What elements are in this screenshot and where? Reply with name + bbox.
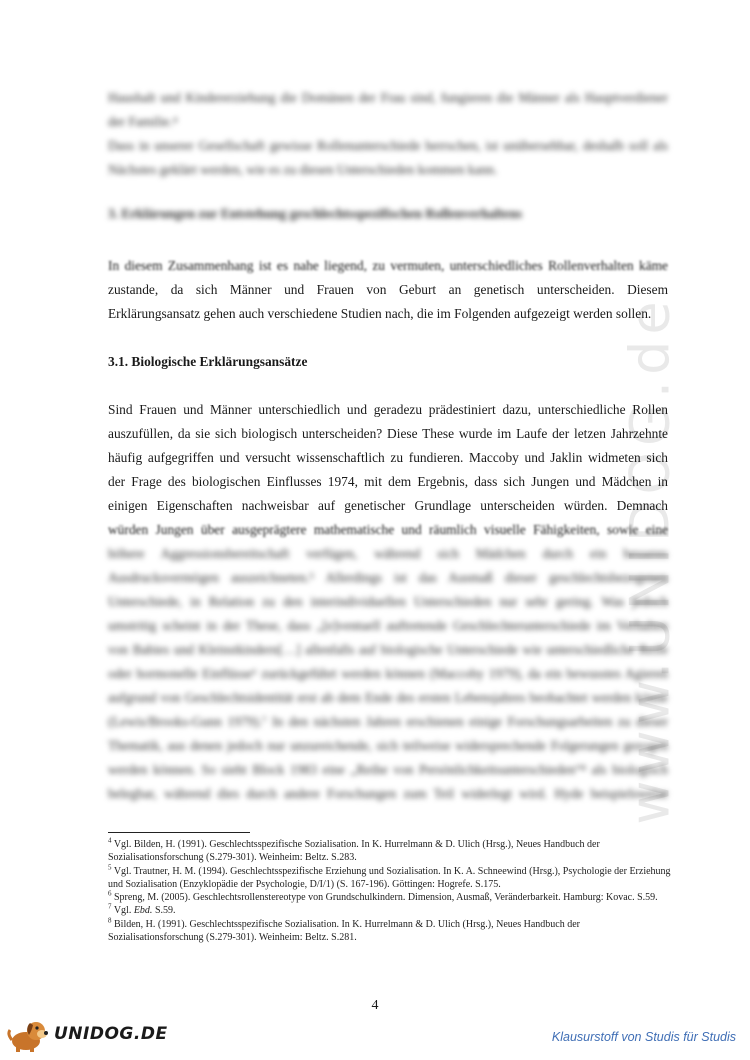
footnote-5: [108, 865, 678, 892]
footnote-text: Spreng, M. (2005). Geschlechtsrollenstereotype von Grundschulkindern. Dimension, Ausmaß, Veränderbarkeit. Hamburg: Kovac. S.59.: [114, 892, 658, 904]
unidog-logo: [6, 1018, 168, 1052]
footnote-text: Vgl. Trautner, H. M. (1994). Geschlechtsspezifische Erziehung und Sozialisation. In K. A. Schneewind (Hrsg.), Psychologie der Erziehung und Sozialisation (Enzyklopädie der Psychologie, D/I/1) (S. 167-196). Göttingen: Hogrefe. S.175.: [108, 865, 671, 890]
text-line: In diesem Zusammenhang ist es nahe liegend, zu vermuten, unterschiedliches Rollenverhalten käme: [108, 258, 668, 273]
text-line: Dass in unserer Gesellschaft gewisse Rollenunterschiede herrschen, ist unübersehbar, deshalb soll als: [108, 138, 668, 153]
footnote-text: Vgl. Bilden, H. (1991). Geschlechtsspezifische Sozialisation. In K. Hurrelmann & D. Ulich (Hrsg.), Neues Handbuch der Sozialisationsforschung (S.279-301). Weinheim: Beltz. S.283.: [108, 839, 600, 864]
footnote-6: [108, 891, 678, 904]
text-line: würden Jungen über ausgeprägtere mathematische und räumlich visuelle Fähigkeiten, sowie eine: [108, 522, 668, 537]
section-paragraph: [108, 254, 668, 326]
footer-tagline: Klausurstoff von Studis für Studis: [551, 1030, 736, 1044]
text-line: aufgrund von Geschlechtsidentität erst ab dem Ende des ersten Lebensjahres beobachtet werden könne: [108, 690, 668, 705]
footnote-divider: [108, 832, 250, 833]
footnote-text-pre: Vgl.: [113, 905, 134, 917]
text-line: einigen Eigenschaften nachweisbar auf genetischer Grundlage unterscheiden würden. Demnach: [108, 498, 668, 513]
footnote-text-em: Ebd.: [133, 905, 153, 917]
page-number: 4: [371, 998, 379, 1013]
footnote-number: 7: [108, 903, 112, 912]
text-line: Unterschiede, in Relation zu den interindividuellen Unterschieden nur sehr gering. Was jedoch: [108, 594, 668, 609]
text-line: der Familie.⁴: [108, 114, 178, 129]
footnote-text-post: S.59.: [152, 905, 176, 917]
footnote-8: [108, 918, 678, 945]
dog-mascot-icon: [6, 1018, 52, 1052]
text-line: der Frage des biologischen Einflusses 1974, mit dem Ergebnis, dass sich Jungen und Mädchen in: [108, 474, 668, 489]
body-paragraph: [108, 398, 668, 806]
text-line: Ausdrucksvermögen auszeichneten.⁵ Allerdings ist das Ausmaß dieser geschlechtsbezogenen: [108, 570, 668, 585]
footnote-7: [108, 904, 678, 917]
text-line: auszufüllen, da sie sich biologisch unterscheiden? Diese These wurde im Laufe der letzen Jahrzehnte: [108, 426, 668, 441]
text-line: Thematik, aus denen jedoch nur unzureichende, sich teilweise widersprechende Folgerungen gezogen: [108, 738, 668, 753]
watermark-text: www.UNIDOG.de: [618, 295, 682, 825]
footnote-number: 6: [108, 889, 112, 898]
footnotes: [108, 838, 678, 944]
text-line: Sind Frauen und Männer unterschiedlich und geradezu prädestiniert dazu, unterschiedliche Rollen: [108, 402, 668, 417]
footnote-text: Bilden, H. (1991). Geschlechtsspezifische Sozialisation. In K. Hurrelmann & D. Ulich (Hrsg.), Neues Handbuch der Sozialisationsforschung (S.279-301). Weinheim: Beltz. S.281.: [108, 918, 580, 944]
footnote-number: 8: [108, 916, 112, 925]
text-line: (Lewis/Brooks-Gunn 1979).⁷ In den nächsten Jahren erschienen einige Forschungsarbeiten zu dieser: [108, 714, 668, 729]
intro-paragraph: [108, 86, 668, 182]
text-line: belegbar, während dies durch andere Forschungen zum Teil widerlegt wird. Hyde beispielsweise: [108, 786, 668, 801]
text-line: werden können. So sieht Block 1983 eine „Reihe von Persönlichkeitsunterschieden“⁸ als biologisch: [108, 762, 668, 777]
text-line: zustande, da sich Männer und Frauen von Geburt an genetisch unterscheiden. Diesem: [108, 282, 668, 297]
text-line: höhere Aggressionsbereitschaft verfügen, während sich Mädchen durch ein besseres: [108, 546, 668, 561]
footnote-4: [108, 838, 678, 865]
footnote-number: 5: [108, 863, 112, 872]
footnote-number: 4: [108, 836, 112, 845]
section-heading: 3. Erklärungen zur Entstehung geschlechtsspezifischen Rollenverhaltens: [108, 206, 523, 221]
text-line: oder hormonelle Einflüsse⁶ zurückgeführt werden können (Maccoby 1979), da ein bewusstes Agieren: [108, 666, 668, 681]
logo-text: UNIDOG.DE: [54, 1024, 168, 1044]
text-line: von Babies und Kleinstkindern[…] allenfalls auf biologische Unterschiede wie unterschiedliche Reife: [108, 642, 668, 657]
text-line: häufig aufgegriffen und versucht wissenschaftlich zu fundieren. Maccoby und Jaklin widmeten sich: [108, 450, 668, 465]
text-line: Nächstes geklärt werden, wie es zu diesen Unterschieden kommen kann.: [108, 162, 498, 177]
text-line: umstritig scheint in der These, dass „[e]ventuell auftretende Geschlechterunterschiede im Verhalten: [108, 618, 668, 633]
text-line: Haushalt und Kindererziehung die Domänen der Frau sind, fungieren die Männer als Hauptverdiener: [108, 90, 668, 105]
text-line: Erklärungsansatz gehen auch verschiedene Studien nach, die im Folgenden aufgezeigt werden sollen.: [108, 306, 652, 321]
subsection-heading: 3.1. Biologische Erklärungsansätze: [108, 354, 308, 369]
